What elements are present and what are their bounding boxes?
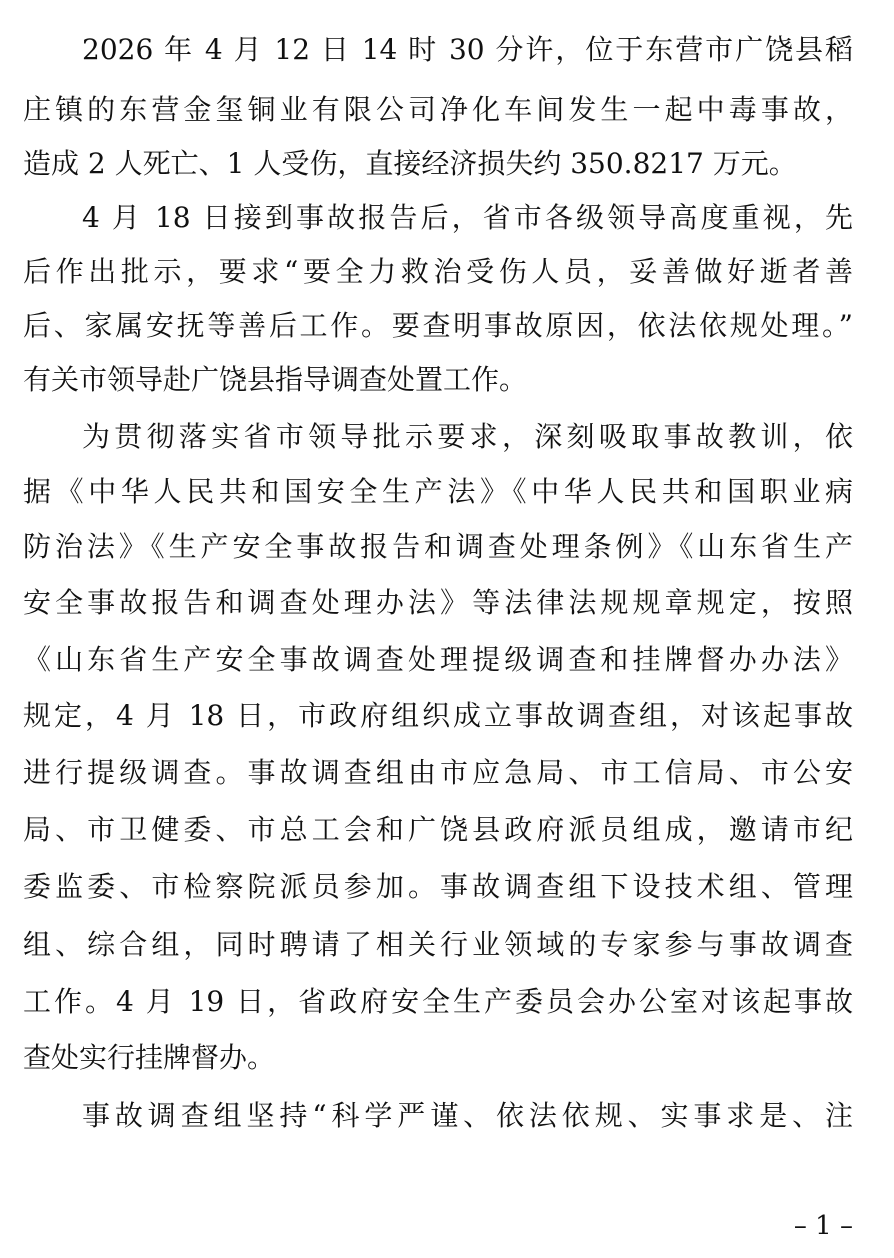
paragraph-1-line-2: 庄镇的东营金玺铜业有限公司净化车间发生一起中毒事故， [23,93,853,126]
paragraph-3-line-6: 规定，4 月 18 日，市政府组织成立事故调查组，对该起事故 [23,699,853,732]
paragraph-3-line-11: 工作。4 月 19 日，省政府安全生产委员会办公室对该起事故 [23,985,853,1018]
paragraph-3-line-9: 委监委、市检察院派员参加。事故调查组下设技术组、管理 [23,870,853,903]
paragraph-4-line-1: 事故调查组坚持“科学严谨、依法依规、实事求是、注 [82,1099,853,1132]
paragraph-3-line-3: 防治法》《生产安全事故报告和调查处理条例》《山东省生产 [23,530,853,563]
paragraph-3-line-2: 据《中华人民共和国安全生产法》《中华人民共和国职业病 [23,475,853,508]
paragraph-3-line-4: 安全事故报告和调查处理办法》等法律法规规章规定，按照 [23,586,853,619]
paragraph-3-line-1: 为贯彻落实省市领导批示要求，深刻吸取事故教训，依 [82,420,853,453]
paragraph-2-line-2: 后作出批示，要求“要全力救治受伤人员，妥善做好逝者善 [23,255,853,288]
paragraph-2-line-1: 4 月 18 日接到事故报告后，省市各级领导高度重视，先 [82,201,853,234]
paragraph-3-line-5: 《山东省生产安全事故调查处理提级调查和挂牌督办办法》 [23,643,853,676]
paragraph-3-line-8: 局、市卫健委、市总工会和广饶县政府派员组成，邀请市纪 [23,813,853,846]
paragraph-2-line-3: 后、家属安抚等善后工作。要查明事故原因，依法依规处理。” [23,309,853,342]
paragraph-3-line-10: 组、综合组，同时聘请了相关行业领域的专家参与事故调查 [23,928,853,961]
paragraph-3-line-12: 查处实行挂牌督办。 [23,1041,276,1074]
paragraph-1-line-1: 2026 年 4 月 12 日 14 时 30 分许，位于东营市广饶县稻 [82,33,853,66]
paragraph-1-line-3: 造成 2 人死亡、1 人受伤，直接经济损失约 350.8217 万元。 [23,147,797,180]
paragraph-2-line-4: 有关市领导赴广饶县指导调查处置工作。 [23,363,528,396]
page-number: – 1 – [793,1211,853,1241]
paragraph-3-line-7: 进行提级调查。事故调查组由市应急局、市工信局、市公安 [23,756,853,789]
